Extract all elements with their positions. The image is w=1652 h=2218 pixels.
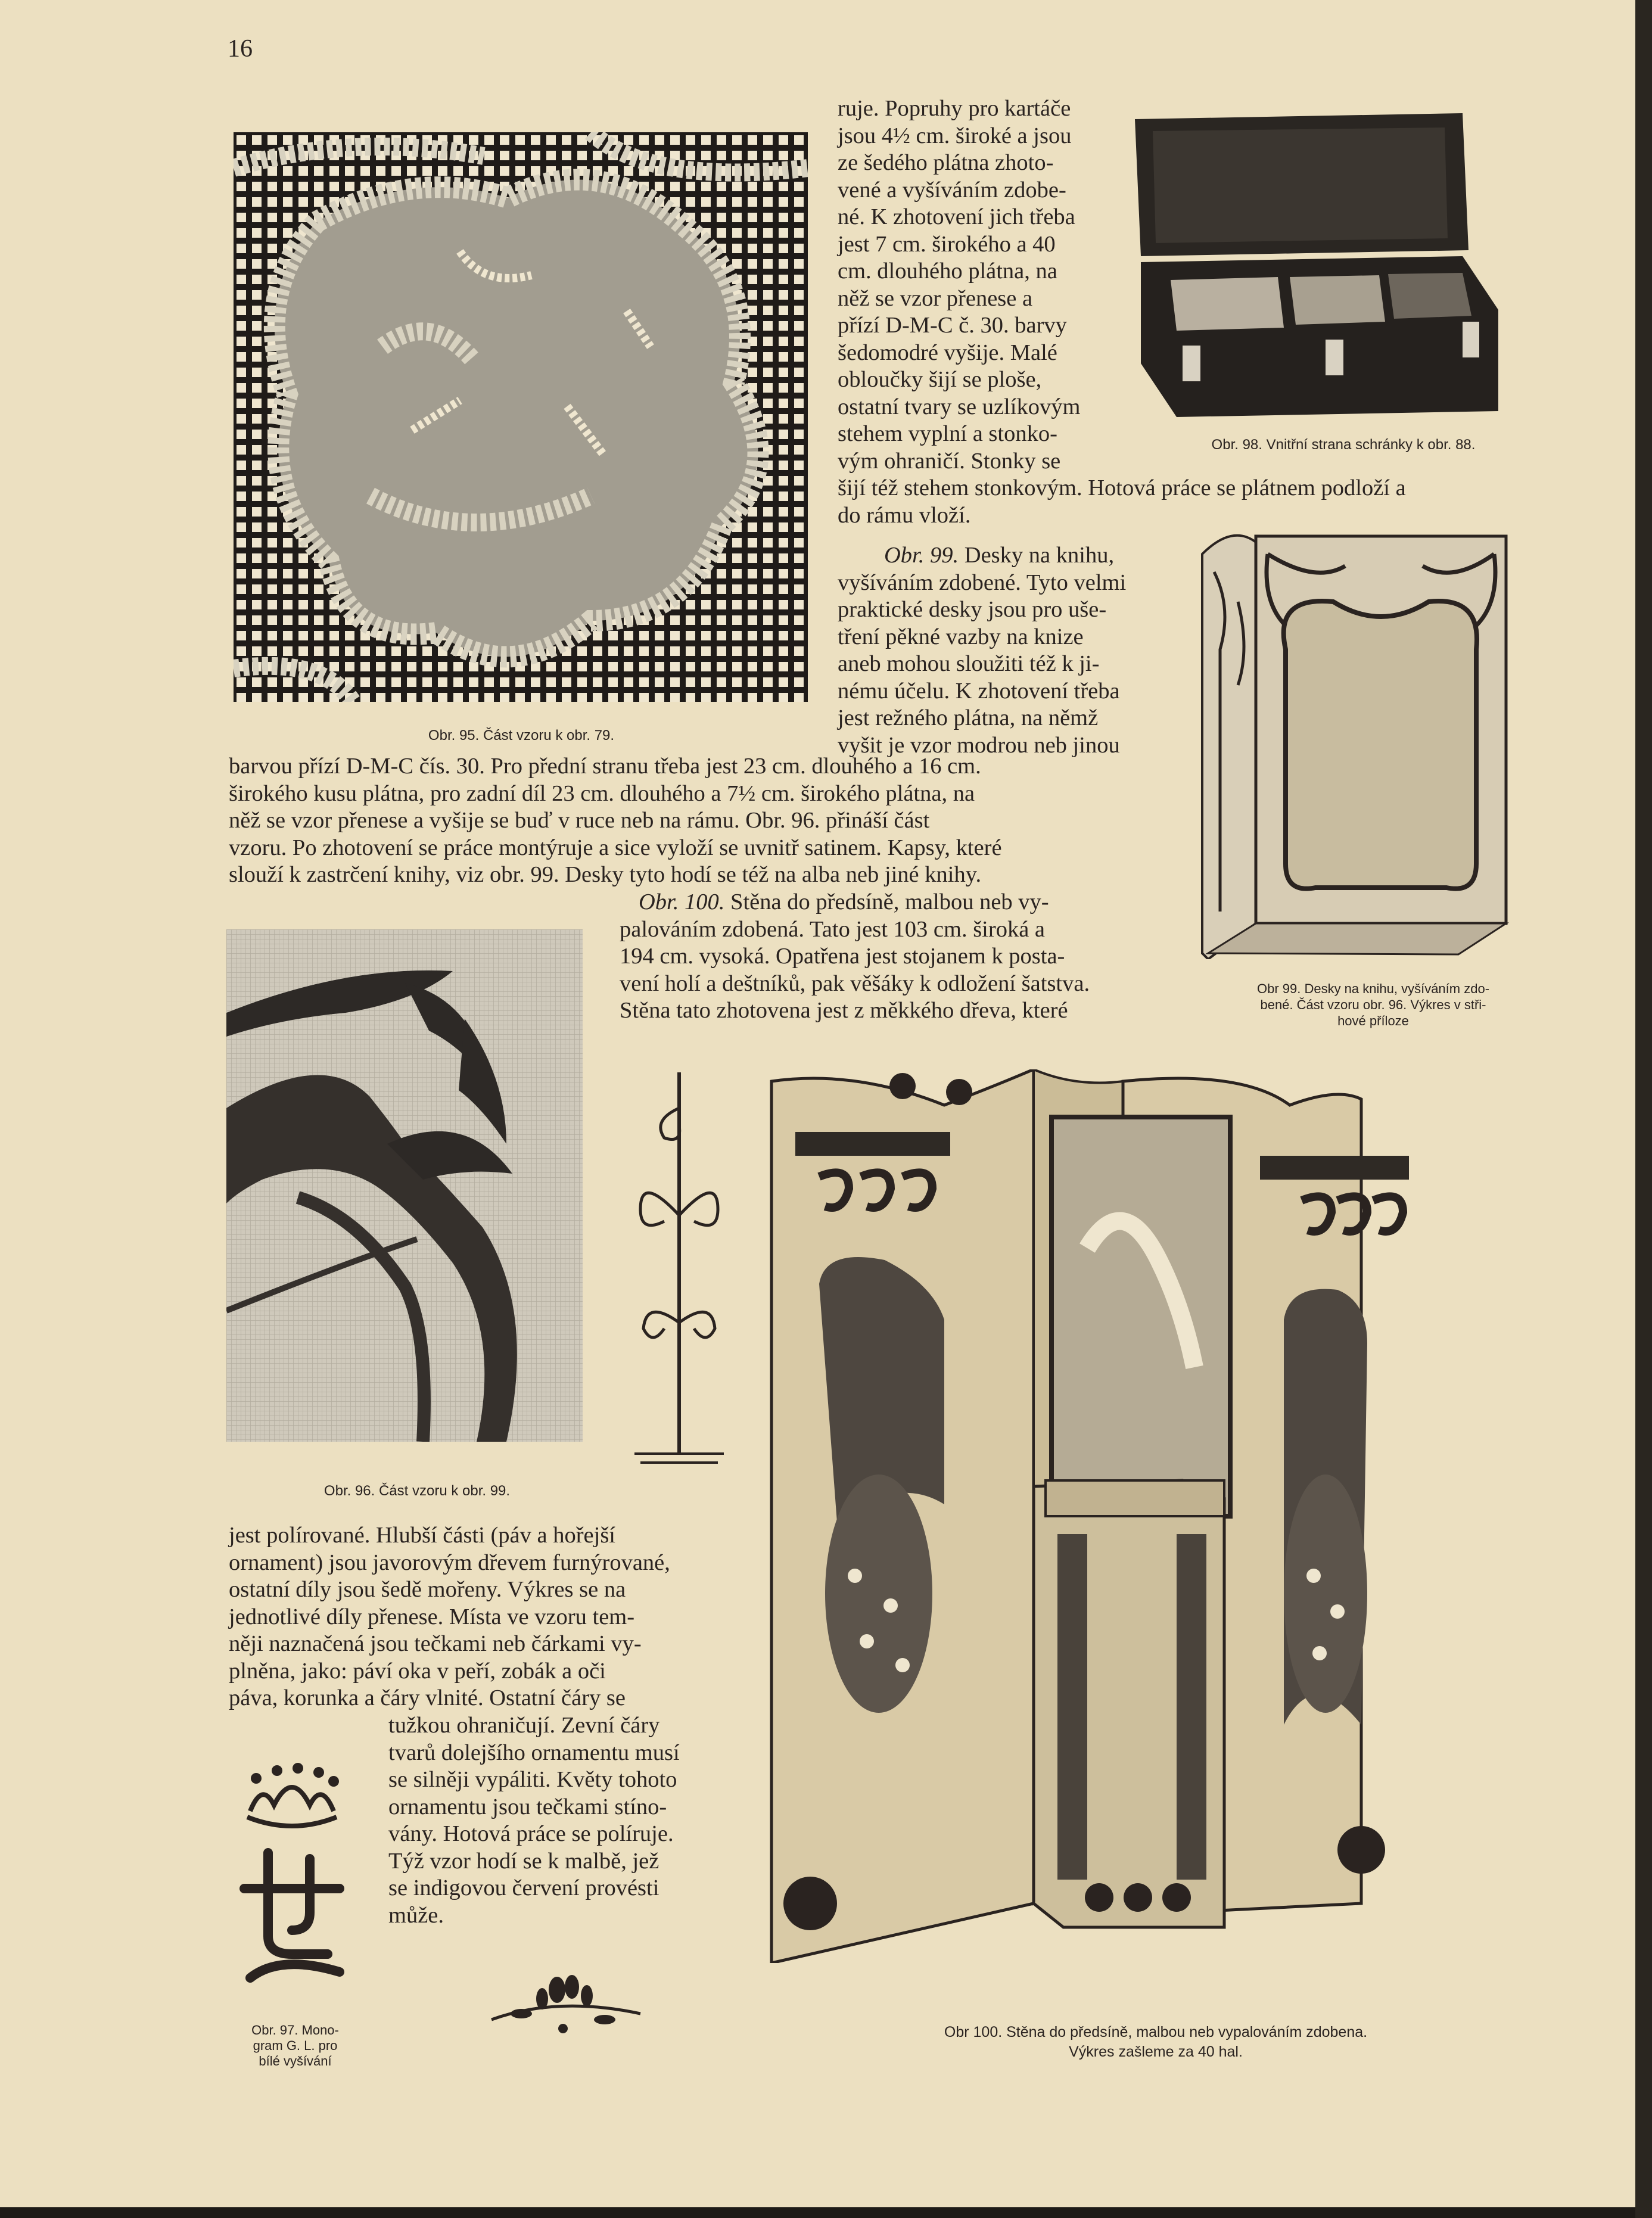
text-line: vení holí a deštníků, pak věšáky k odložení šatstva.: [620, 970, 1090, 996]
text-line: šedomodré vyšije. Malé: [838, 340, 1057, 365]
paragraph-2-continuation: [229, 753, 1169, 889]
text-line: vyšíváním zdobené. Tyto velmi: [838, 570, 1127, 595]
caption-line: Obr 100. Stěna do předsíně, malbou neb vypalováním zdobena.: [944, 2024, 1368, 2040]
text-line: ostatní díly jsou šedě mořeny. Výkres se na: [229, 1577, 626, 1602]
text-line: aneb mohou sloužiti též k ji-: [838, 651, 1100, 676]
paragraph-1-column: [838, 95, 1109, 475]
figure-96-pattern-detail: [226, 929, 583, 1442]
paragraph-3-column: [620, 889, 1171, 1025]
text-line: praktické desky jsou pro uše-: [838, 597, 1107, 622]
figure-100-hall-wall: [766, 1069, 1531, 1963]
text-line: něž se vzor přenese a: [838, 285, 1033, 311]
text-line: ornament) jsou javorovým dřevem furnýrované,: [229, 1550, 670, 1575]
scan-edge: [1635, 0, 1652, 2218]
text-line: slouží k zastrčení knihy, viz obr. 99. Desky tyto hodí se též na alba neb jiné knihy.: [229, 862, 982, 887]
text-line: ze šedého plátna zhoto-: [838, 150, 1054, 175]
text-line: vány. Hotová práce se políruje.: [388, 1821, 674, 1846]
floral-ornament: [486, 1972, 649, 2040]
text-line: Stěna tato zhotovena jest z měkkého dřeva, které: [620, 998, 1068, 1023]
text-line: vým ohraničí. Stonky se: [838, 448, 1061, 474]
text-line: jest polírované. Hlubší části (páv a hořejší: [229, 1523, 615, 1548]
text-line: něž se vzor přenese a vyšije se buď v ruce neb na rámu. Obr. 96. přináší část: [229, 808, 930, 833]
figure-99-book-cover: [1196, 530, 1511, 959]
text-line: tření pěkné vazby na knize: [838, 624, 1084, 649]
text-line: vené a vyšíváním zdobe-: [838, 177, 1066, 203]
caption-figure-100: [879, 2023, 1433, 2062]
figure-reference: Obr. 100.: [639, 889, 725, 914]
text-line: páva, korunka a čáry vlnité. Ostatní čáry se: [229, 1685, 626, 1710]
text-fragment: Stěna do předsíně, malbou neb vy-: [730, 889, 1049, 914]
text-line: do rámu vloží.: [838, 502, 971, 528]
text-line: obloučky šijí se ploše,: [838, 367, 1042, 392]
text-line: jsou 4½ cm. široké a jsou: [838, 123, 1072, 148]
figure-98-box-interior: [1129, 113, 1501, 420]
paragraph-3-continuation: [229, 1522, 765, 1712]
text-fragment: Desky na knihu,: [964, 543, 1115, 568]
caption-line: Obr. 97. Mono-: [251, 2023, 339, 2037]
text-line: [620, 889, 1171, 916]
text-line: se indigovou červení provésti: [388, 1875, 659, 1900]
text-line: palováním zdobená. Tato jest 103 cm. široká a: [620, 916, 1045, 942]
caption-figure-95: Obr. 95. Část vzoru k obr. 79.: [428, 727, 615, 744]
coat-hook-ornament: [629, 1072, 730, 1466]
caption-figure-98: Obr. 98. Vnitřní strana schránky k obr. 88.: [1211, 437, 1476, 453]
text-line: nému účelu. K zhotovení třeba: [838, 678, 1120, 704]
text-line: vyšit je vzor modrou neb jinou: [838, 732, 1120, 758]
paragraph-2-column: [838, 542, 1170, 759]
text-line: stehem vyplní a stonko-: [838, 421, 1057, 446]
text-line: ostatní tvary se uzlíkovým: [838, 394, 1081, 419]
text-line: tvarů dolejšího ornamentu musí: [388, 1740, 680, 1765]
text-line: 194 cm. vysoká. Opatřena jest stojanem k posta-: [620, 944, 1065, 969]
text-line: Týž vzor hodí se k malbě, jež: [388, 1848, 659, 1874]
text-line: ornamentu jsou tečkami stíno-: [388, 1794, 667, 1819]
text-line: jednotlivé díly přenese. Místa ve vzoru tem-: [229, 1604, 635, 1629]
text-line: přízí D-M-C č. 30. barvy: [838, 313, 1067, 338]
text-line: jest režného plátna, na němž: [838, 705, 1099, 730]
page-number: 16: [228, 35, 253, 63]
paragraph-1-continuation: [838, 475, 1536, 529]
text-line: ruje. Popruhy pro kartáče: [838, 96, 1071, 121]
text-line: [838, 542, 1170, 570]
text-line: se silněji vypáliti. Květy tohoto: [388, 1767, 677, 1792]
caption-line: Výkres zašleme za 40 hal.: [1069, 2043, 1243, 2060]
text-line: né. K zhotovení jich třeba: [838, 204, 1075, 229]
figure-reference: Obr. 99.: [884, 543, 959, 568]
caption-figure-99: [1200, 981, 1546, 1029]
figure-95-embroidery-pattern: [234, 132, 808, 702]
text-line: barvou přízí D-M-C čís. 30. Pro přední stranu třeba jest 23 cm. dlouhého a 16 cm.: [229, 754, 981, 779]
text-line: jest 7 cm. širokého a 40: [838, 231, 1056, 257]
caption-line: gram G. L. pro: [253, 2038, 338, 2053]
text-line: širokého kusu plátna, pro zadní díl 23 cm. dlouhého a 7½ cm. širokého plátna, na: [229, 780, 975, 806]
caption-figure-97: [225, 2023, 365, 2069]
text-line: plněna, jako: páví oka v peří, zobák a oči: [229, 1658, 606, 1684]
text-line: cm. dlouhého plátna, na: [838, 259, 1057, 284]
caption-line: hové příloze: [1337, 1013, 1409, 1028]
text-line: tužkou ohraničují. Zevní čáry: [388, 1713, 660, 1738]
figure-97-monogram: [232, 1757, 351, 1990]
text-line: něji naznačená jsou tečkami neb čárkami vy-: [229, 1631, 642, 1656]
text-line: vzoru. Po zhotovení se práce montýruje a sice vyloží se uvnitř satinem. Kapsy, které: [229, 835, 1002, 860]
caption-figure-96: Obr. 96. Část vzoru k obr. 99.: [323, 1483, 511, 1499]
text-line: může.: [388, 1902, 444, 1928]
paragraph-3-narrow-column: [388, 1712, 765, 1929]
caption-line: bené. Část vzoru obr. 96. Výkres v stři-: [1260, 997, 1486, 1012]
caption-line: Obr 99. Desky na knihu, vyšíváním zdo-: [1256, 981, 1490, 996]
text-line: šijí též stehem stonkovým. Hotová práce se plátnem podloží a: [838, 475, 1406, 500]
caption-line: bílé vyšívání: [259, 2054, 332, 2068]
